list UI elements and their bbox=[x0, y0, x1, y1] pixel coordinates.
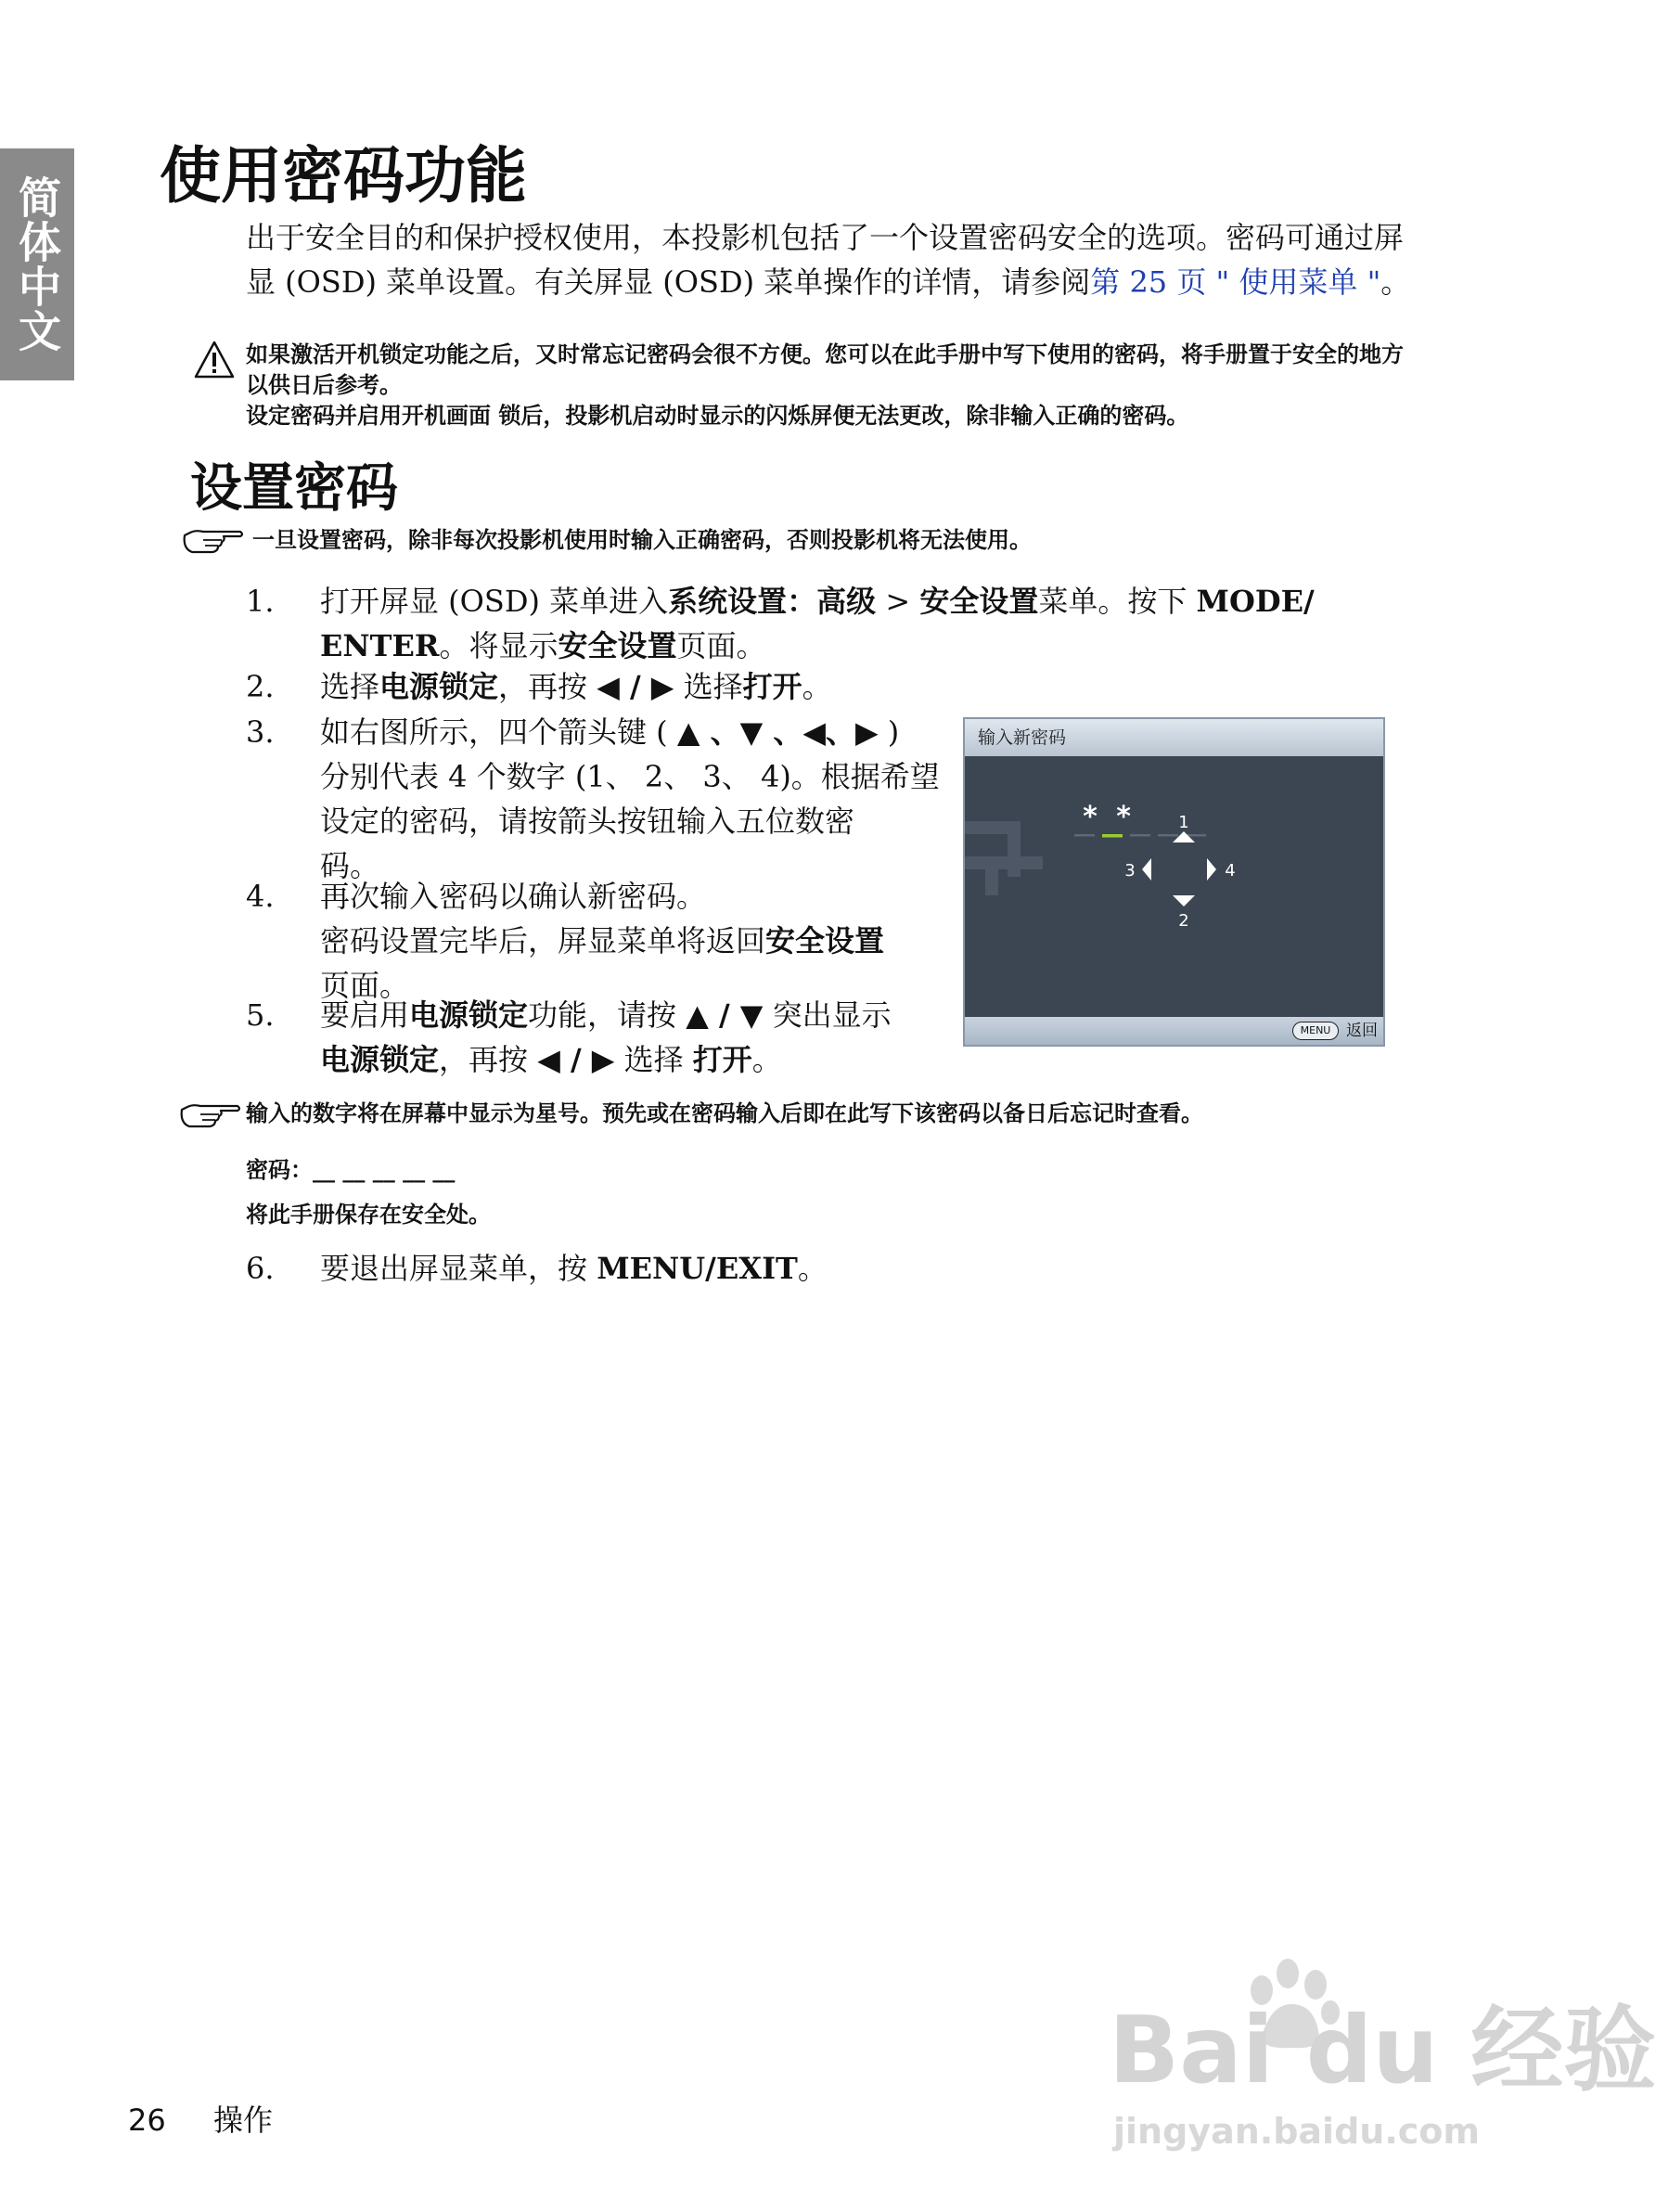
bold-term: 系统设置：高级 bbox=[668, 584, 877, 619]
step-body bbox=[320, 664, 832, 709]
step-text: 页面。 bbox=[320, 968, 410, 1003]
step-text: ) bbox=[878, 714, 900, 750]
watermark-brand: Bai du 经验 bbox=[1109, 1996, 1656, 2104]
menu-button[interactable]: MENU bbox=[1292, 1022, 1339, 1040]
step-line bbox=[320, 624, 1315, 668]
step-6 bbox=[246, 1246, 1406, 1291]
bold-term: 安全设置 bbox=[919, 584, 1039, 619]
password-label: 密码： bbox=[246, 1157, 313, 1183]
warning-text bbox=[246, 340, 1406, 431]
step-2 bbox=[246, 664, 1406, 709]
step-text: 选择 bbox=[320, 669, 380, 704]
password-slot bbox=[1186, 834, 1206, 837]
keep-safe-text: 将此手册保存在安全处。 bbox=[246, 1202, 491, 1228]
bold-term: ENTER bbox=[320, 628, 440, 663]
bold-term: ◀ / ▶ bbox=[597, 669, 674, 704]
step-line bbox=[320, 993, 892, 1037]
step-text: 要启用 bbox=[320, 997, 410, 1033]
down-arrow-label: 2 bbox=[1178, 911, 1189, 931]
step-text: 再次输入密码以确认新密码。 bbox=[320, 879, 707, 914]
intro-paragraph bbox=[246, 215, 1415, 304]
bold-term: 电源锁定 bbox=[320, 1042, 440, 1077]
step-text: 。 bbox=[751, 1042, 782, 1077]
bold-term: MODE/ bbox=[1196, 584, 1315, 619]
lock-icon bbox=[965, 821, 1043, 895]
step-line bbox=[320, 664, 832, 709]
step-text: > bbox=[876, 584, 920, 619]
password-slot bbox=[1130, 834, 1150, 837]
step-text: ，再按 bbox=[498, 669, 597, 704]
step-1 bbox=[246, 579, 1406, 668]
step-text: 突出显示 bbox=[763, 997, 892, 1033]
step-body bbox=[320, 710, 940, 888]
bold-term: ▲ 、▼ 、◀、▶ bbox=[676, 714, 879, 750]
page-title: 使用密码功能 bbox=[160, 140, 527, 212]
password-slot bbox=[1102, 834, 1123, 838]
osd-password-screen bbox=[963, 717, 1385, 1047]
password-slot bbox=[1074, 834, 1095, 837]
note-text: 输入的数字将在屏幕中显示为星号。预先或在密码输入后即在此写下该密码以备日后忘记时查看。 bbox=[246, 1100, 1203, 1126]
language-tab-label: 简体中文 bbox=[12, 175, 62, 354]
intro-text-end: 。 bbox=[1380, 264, 1411, 300]
step-text: 菜单。按下 bbox=[1038, 584, 1197, 619]
footer-section: 操作 bbox=[213, 2103, 274, 2138]
step-text: 。 bbox=[797, 1251, 828, 1286]
step-number: 5. bbox=[246, 997, 275, 1033]
step-text: 设定的密码，请按箭头按钮输入五位数密 bbox=[320, 804, 855, 839]
up-arrow-icon bbox=[1173, 831, 1195, 842]
pointing-hand-icon bbox=[178, 1100, 243, 1130]
osd-footer-bar bbox=[965, 1017, 1383, 1045]
step-number: 6. bbox=[246, 1251, 275, 1286]
watermark-url: jingyan.baidu.com bbox=[1113, 2111, 1480, 2152]
back-label: 返回 bbox=[1346, 1022, 1378, 1040]
subsection-title: 设置密码 bbox=[190, 458, 398, 519]
step-text: 要退出屏显菜单，按 bbox=[320, 1251, 597, 1286]
password-slot bbox=[1158, 834, 1178, 837]
step-line bbox=[320, 579, 1315, 624]
step-text: 打开屏显 (OSD) 菜单进入 bbox=[320, 584, 669, 619]
bold-term: MENU/EXIT bbox=[597, 1251, 798, 1286]
step-text: 页面。 bbox=[676, 628, 766, 663]
step-text: 。将显示 bbox=[439, 628, 558, 663]
note-text: 一旦设置密码，除非每次投影机使用时输入正确密码，否则投影机将无法使用。 bbox=[252, 527, 1032, 553]
step-body bbox=[320, 1246, 828, 1291]
step-text: 码。 bbox=[320, 848, 380, 883]
bold-term: 安全设置 bbox=[765, 923, 885, 958]
left-arrow-label: 3 bbox=[1124, 861, 1136, 881]
masked-password: * * bbox=[1082, 801, 1133, 833]
down-arrow-icon bbox=[1173, 895, 1195, 907]
osd-title: 输入新密码 bbox=[965, 719, 1383, 756]
warning-line-1: 如果激活开机锁定功能之后，又时常忘记密码会很不方便。您可以在此手册中写下使用的密码，将手册置于安全的地方以供日后参考。 bbox=[246, 341, 1404, 398]
language-tab bbox=[0, 148, 74, 380]
step-line bbox=[320, 1246, 828, 1291]
step-number: 2. bbox=[246, 669, 275, 704]
bold-term: 电源锁定 bbox=[409, 997, 529, 1033]
bold-term: 打开 bbox=[742, 669, 802, 704]
intro-text: 出于安全目的和保护授权使用，本投影机包括了一个设置密码安全的选项。密码可通过屏显 (OSD) 菜单设置。有关屏显 (OSD) 菜单操作的详情，请参阅 bbox=[246, 220, 1405, 300]
pointing-hand-icon bbox=[181, 526, 246, 556]
password-blanks: __ __ __ __ __ bbox=[313, 1157, 456, 1183]
right-arrow-icon bbox=[1207, 858, 1216, 881]
password-record bbox=[246, 1155, 455, 1185]
step-3 bbox=[246, 710, 951, 888]
bold-term: ▲ / ▼ bbox=[686, 997, 764, 1033]
step-text: 密码设置完毕后，屏显菜单将返回 bbox=[320, 923, 766, 958]
step-line bbox=[320, 919, 884, 963]
step-text: 如右图所示，四个箭头键 ( bbox=[320, 714, 677, 750]
step-line bbox=[320, 710, 940, 754]
right-arrow-label: 4 bbox=[1225, 861, 1236, 881]
step-text: 选择 bbox=[674, 669, 743, 704]
step-number: 1. bbox=[246, 584, 275, 619]
left-arrow-icon bbox=[1142, 858, 1151, 881]
step-5 bbox=[246, 993, 951, 1082]
step-body bbox=[320, 579, 1315, 668]
osd-keypad-diagram bbox=[965, 756, 1383, 1019]
step-line bbox=[320, 799, 940, 843]
step-text: 功能，请按 bbox=[528, 997, 687, 1033]
step-text: ，再按 bbox=[439, 1042, 538, 1077]
warning-triangle-icon bbox=[193, 340, 236, 380]
bold-term: 电源锁定 bbox=[379, 669, 499, 704]
bold-term: 打开 bbox=[692, 1042, 752, 1077]
bold-term: ◀ / ▶ bbox=[537, 1042, 615, 1077]
up-arrow-label: 1 bbox=[1178, 813, 1189, 832]
step-body bbox=[320, 874, 884, 1008]
step-number: 4. bbox=[246, 879, 275, 914]
page-number: 26 bbox=[128, 2103, 166, 2138]
step-text: 分别代表 4 个数字 (1、 2、 3、 4)。根据希望 bbox=[320, 759, 940, 794]
step-4 bbox=[246, 874, 951, 1008]
warning-line-2: 设定密码并启用开机画面 锁后，投影机启动时显示的闪烁屏便无法更改，除非输入正确的密码。 bbox=[246, 403, 1189, 429]
bold-term: 安全设置 bbox=[558, 628, 677, 663]
step-body bbox=[320, 993, 892, 1082]
step-number: 3. bbox=[246, 714, 275, 750]
menu-reference-link[interactable]: 第 25 页 " 使用菜单 " bbox=[1090, 264, 1381, 300]
step-line bbox=[320, 1037, 892, 1082]
step-text: 选择 bbox=[614, 1042, 693, 1077]
step-line bbox=[320, 754, 940, 799]
step-line bbox=[320, 874, 884, 919]
step-text: 。 bbox=[802, 669, 832, 704]
